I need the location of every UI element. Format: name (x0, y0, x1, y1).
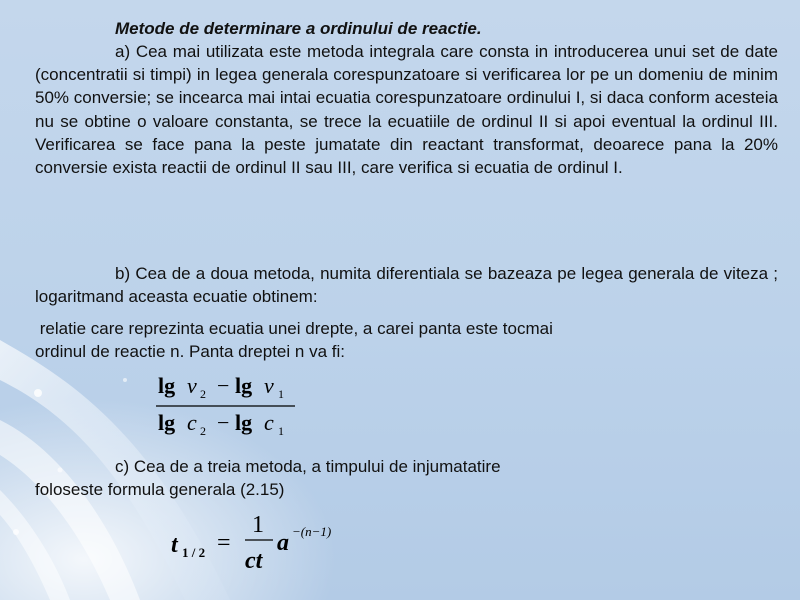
eq2-t: t (171, 532, 178, 558)
half-life-line-1-text: c) Cea de a treia metoda, a timpului de injumatatire (115, 457, 501, 476)
eq1-minus-num: − (217, 373, 230, 398)
relation-line-1: relatie care reprezinta ecuatia unei drepte, a carei panta este tocmai (35, 319, 553, 338)
eq1-c1-sub: 1 (278, 424, 284, 438)
paragraph-differential-method (35, 262, 778, 308)
half-life-line-2: foloseste formula generala (2.15) (35, 480, 285, 500)
eq2-one: 1 (252, 512, 264, 538)
paragraph-line-relation (35, 317, 778, 363)
paragraph-integral-method (35, 40, 778, 179)
eq2-equals: = (217, 530, 231, 556)
eq1-c2-sub: 2 (200, 424, 206, 438)
eq2-t-sub: 1 / 2 (182, 545, 206, 560)
slide-title: Metode de determinare a ordinului de reactie. (115, 19, 482, 38)
eq1-lg-den-1: lg (158, 410, 176, 435)
half-life-line-1 (35, 455, 778, 478)
paragraph-a-text: a) Cea mai utilizata este metoda integrala care consta in introducerea unui set de date (concentratii si timpi) in legea generala corespunzatoare si verificarea lor pe un domeniu de minim 50% conversie; se incearca mai intai ecuatia corespunzatoare ordinului I, si daca conform acesteia nu se obtine o valoare constanta, se trece la ecuatiile de ordinul II si apoi eventual la ordinul III. Verificarea se face pana la peste jumatate din reactant transformat, deoarece pana la 20% conversie exista reactii de ordinul II sau III, care verifica si ecuatia de ordinul I. (35, 42, 778, 178)
eq1-lg-num-1: lg (158, 373, 176, 398)
paragraph-half-life-method (35, 455, 778, 501)
paragraph-b-text: b) Cea de a doua metoda, numita diferentiala se bazeaza pe legea generala de viteza ; logaritmand aceasta ecuatie obtinem: (35, 264, 778, 307)
eq2-ct: ct (245, 548, 263, 574)
eq1-v1-sub: 1 (278, 387, 284, 401)
eq1-lg-num-2: lg (235, 373, 253, 398)
eq2-exponent: −(n−1) (292, 524, 332, 539)
half-life-equation (165, 508, 365, 578)
relation-line-2: ordinul de reactie n. Panta dreptei n va fi: (35, 342, 345, 362)
eq1-lg-den-2: lg (235, 410, 253, 435)
slope-equation (150, 368, 310, 438)
eq1-c1: c (264, 410, 274, 435)
eq2-a: a (277, 530, 289, 556)
eq1-c2: c (187, 410, 197, 435)
eq1-minus-den: − (217, 410, 230, 435)
eq1-v2-sub: 2 (200, 387, 206, 401)
eq1-v2: v (187, 373, 197, 398)
eq1-v1: v (264, 373, 274, 398)
